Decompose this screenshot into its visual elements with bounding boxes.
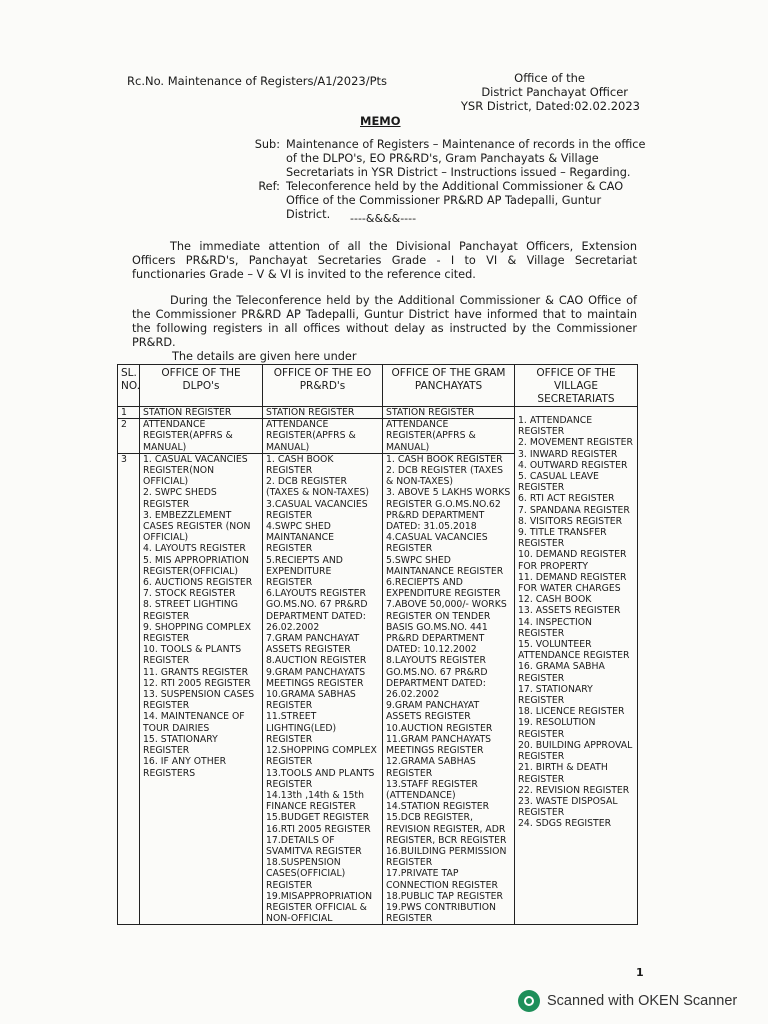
list-item: 10. DEMAND REGISTER FOR PROPERTY [518, 549, 627, 572]
list-item: 7. STOCK REGISTER [143, 588, 236, 600]
list-item: 17. STATIONARY REGISTER [518, 683, 593, 707]
list-item: 2. DCB REGISTER (TAXES & NON-TAXES) [386, 465, 504, 488]
list-item: 9. TITLE TRANSFER REGISTER [518, 527, 607, 550]
list-item: 15.BUDGET REGISTER [266, 812, 370, 824]
list-item: 2. SWPC SHEDS REGISTER [143, 487, 217, 510]
list-item: 18.SUSPENSION CASES(OFFICIAL) REGISTER [266, 857, 346, 891]
list-item: 14.13th ,14th & 15th FINANCE REGISTER [266, 789, 364, 813]
office-address [430, 71, 640, 113]
list-item: 9.GRAM PANCHAYAT ASSETS REGISTER [386, 700, 480, 723]
list-item: 9. SHOPPING COMPLEX REGISTER [143, 621, 251, 645]
list-item: 23. WASTE DISPOSAL REGISTER [518, 795, 618, 819]
list-item: 22. REVISION REGISTER [518, 784, 630, 796]
list-item: 18. LICENCE REGISTER [518, 706, 625, 718]
list-item: 9.GRAM PANCHAYATS MEETINGS REGISTER [266, 666, 366, 689]
list-item: 4.CASUAL VACANCIES REGISTER [386, 532, 488, 555]
list-item: 7.ABOVE 50,000/- WORKS REGISTER ON TENDER BASIS GO.MS.NO. 441 PR&RD DEPARTMENT DATED: 10.12.2002 [386, 599, 507, 656]
list-item: 16. IF ANY OTHER REGISTERS [143, 756, 227, 779]
list-item: 6. AUCTIONS REGISTER [143, 577, 253, 589]
list-item: 14.STATION REGISTER [386, 801, 490, 813]
list-item: 15.DCB REGISTER, REVISION REGISTER, ADR REGISTER, BCR REGISTER [386, 812, 507, 846]
list-item: 21. BIRTH & DEATH REGISTER [518, 762, 608, 785]
list-item: 16. GRAMA SABHA REGISTER [518, 661, 605, 684]
eo-register-list [263, 453, 383, 925]
list-item: 18.PUBLIC TAP REGISTER [386, 890, 504, 902]
table-row [118, 407, 638, 419]
list-item: 1. CASUAL VACANCIES REGISTER(NON OFFICIAL) [143, 453, 248, 488]
list-item: 6. RTI ACT REGISTER [518, 493, 615, 505]
office-line-2: District Panchayat Officer [481, 85, 628, 99]
row1-eo: STATION REGISTER [263, 407, 383, 419]
list-item: 10.AUCTION REGISTER [386, 722, 493, 734]
list-item: 8.LAYOUTS REGISTER GO.MS.NO. 67 PR&RD DEPARTMENT DATED: 26.02.2002 [386, 655, 488, 701]
list-item: 12.GRAMA SABHAS REGISTER [386, 756, 476, 779]
list-item: 4. OUTWARD REGISTER [518, 459, 628, 471]
list-item: 6.LAYOUTS REGISTER GO.MS.NO. 67 PR&RD DEPARTMENT DATED: 26.02.2002 [266, 588, 368, 633]
list-item: 10. TOOLS & PLANTS REGISTER [143, 644, 242, 667]
list-item: 8. STREET LIGHTING REGISTER [143, 599, 238, 622]
subject-label: Sub: [254, 138, 280, 151]
list-item: 2. MOVEMENT REGISTER [518, 437, 633, 449]
list-item: 1. ATTENDANCE REGISTER [518, 415, 593, 438]
table-header-row [118, 365, 638, 407]
row1-sl: 1 [118, 407, 140, 419]
list-item: 12. CASH BOOK [518, 594, 592, 606]
header-gram-panchayats: OFFICE OF THE GRAM PANCHAYATS [383, 365, 515, 407]
list-item: 3.CASUAL VACANCIES REGISTER [266, 498, 368, 521]
list-item: 11.GRAM PANCHAYATS MEETINGS REGISTER [386, 733, 492, 757]
subject-reference-block [238, 138, 648, 222]
row1-dlpo: STATION REGISTER [140, 407, 263, 419]
oken-scanner-logo-icon [518, 990, 540, 1012]
list-item: 4. LAYOUTS REGISTER [143, 543, 246, 555]
list-item: 12.SHOPPING COMPLEX REGISTER [266, 745, 377, 768]
list-item: 17.PRIVATE TAP CONNECTION REGISTER [386, 868, 498, 891]
header-village-secretariats: OFFICE OF THE VILLAGE SECRETARIATS [515, 365, 638, 407]
paragraph-attention: The immediate attention of all the Divisional Panchayat Officers, Extension Officers PR&RD's, Panchayat Secretaries Grade - I to VI & Village Secretariat functionaries Grade – V & VI is invited to the reference cited. [132, 240, 637, 281]
list-item: 6.RECIEPTS AND EXPENDITURE REGISTER [386, 577, 501, 600]
row2-gp: ATTENDANCE REGISTER(APFRS & MANUAL) [383, 419, 515, 454]
list-item: 5. MIS APPROPRIATION REGISTER(OFFICIAL) [143, 554, 249, 577]
list-item: 11. DEMAND REGISTER FOR WATER CHARGES [518, 571, 627, 595]
separator: ----&&&&---- [350, 212, 417, 225]
header-dlpo: OFFICE OF THE DLPO's [140, 365, 263, 407]
details-intro: The details are given here under [172, 350, 357, 363]
memo-title: MEMO [360, 114, 401, 128]
list-item: 11. GRANTS REGISTER [143, 666, 249, 678]
list-item: 3. ABOVE 5 LAKHS WORKS REGISTER G.O.MS.NO.62 PR&RD DEPARTMENT DATED: 31.05.2018 [386, 487, 511, 533]
reference-number: Rc.No. Maintenance of Registers/A1/2023/Pts [127, 74, 388, 88]
row2-sl: 2 [118, 419, 140, 454]
list-item: 24. SDGS REGISTER [518, 818, 612, 830]
list-item: 4.SWPC SHED MAINTANANCE REGISTER [266, 521, 335, 555]
list-item: 20. BUILDING APPROVAL REGISTER [518, 739, 633, 763]
list-item: 8. VISITORS REGISTER [518, 515, 623, 527]
row1-gp: STATION REGISTER [383, 407, 515, 419]
list-item: 13.STAFF REGISTER (ATTENDANCE) [386, 778, 478, 801]
row2-eo: ATTENDANCE REGISTER(APFRS & MANUAL) [263, 419, 383, 454]
office-line-3: YSR District, Dated:02.02.2023 [460, 99, 640, 113]
list-item: 19.PWS CONTRIBUTION REGISTER [386, 901, 496, 925]
list-item: 7.GRAM PANCHAYAT ASSETS REGISTER [266, 633, 360, 656]
page-number: 1 [636, 966, 644, 979]
subject-row [238, 138, 648, 180]
list-item: 15. STATIONARY REGISTER [143, 733, 218, 757]
list-item: 3. INWARD REGISTER [518, 448, 618, 460]
list-item: 8.AUCTION REGISTER [266, 655, 367, 667]
list-item: 12. RTI 2005 REGISTER [143, 677, 251, 689]
list-item: 13. ASSETS REGISTER [518, 605, 621, 617]
reference-label: Ref: [258, 180, 280, 193]
row2-dlpo: ATTENDANCE REGISTER(APFRS & MANUAL) [140, 419, 263, 454]
village-secretariat-list [515, 407, 638, 925]
list-item: 5.SWPC SHED MAINTANANCE REGISTER [386, 554, 504, 577]
scanner-watermark-text: Scanned with OKEN Scanner [547, 993, 738, 1009]
list-item: 2. DCB REGISTER (TAXES & NON-TAXES) [266, 476, 370, 499]
scanner-watermark [518, 990, 737, 1012]
registers-table [117, 364, 638, 925]
list-item: 7. SPANDANA REGISTER [518, 504, 630, 516]
paragraph-teleconference: During the Teleconference held by the Additional Commissioner & CAO Office of the Commissioner PR&RD AP Tadepalli, Guntur District have informed that to maintain the following registers in all offices without delay as instructed by the Commissioner PR&RD. [132, 294, 637, 349]
list-item: 14. INSPECTION REGISTER [518, 616, 593, 639]
list-item: 19.MISAPPROPRIATION REGISTER OFFICIAL & NON-OFFICIAL [266, 890, 373, 925]
row3-sl: 3 [118, 453, 140, 925]
subject-text: Maintenance of Registers – Maintenance of records in the office of the DLPO's, EO PR&RD's, Gram Panchayats & Village Secretariats in YSR District – Instructions issued – Regarding. [286, 138, 646, 179]
list-item: 16.BUILDING PERMISSION REGISTER [386, 845, 507, 869]
list-item: 14. MAINTENANCE OF TOUR DAIRIES [143, 711, 245, 734]
list-item: 17.DETAILS OF SVAMITVA REGISTER [266, 834, 362, 857]
list-item: 3. EMBEZZLEMENT CASES REGISTER (NON OFFICIAL) [143, 509, 251, 544]
list-item: 5.RECIEPTS AND EXPENDITURE REGISTER [266, 554, 343, 589]
list-item: 1. CASH BOOK REGISTER [386, 453, 503, 465]
list-item: 5. CASUAL LEAVE REGISTER [518, 471, 599, 494]
reference-text: Teleconference held by the Additional Commissioner & CAO Office of the Commissioner PR&RD AP Tadepalli, Guntur District. [286, 180, 624, 221]
list-item: 1. CASH BOOK REGISTER [266, 453, 334, 477]
reference-row [238, 180, 648, 222]
list-item: 11.STREET LIGHTING(LED) REGISTER [266, 711, 337, 745]
header-sl-no: SL. NO. [118, 365, 140, 407]
list-item: 10.GRAMA SABHAS REGISTER [266, 689, 356, 712]
list-item: 15. VOLUNTEER ATTENDANCE REGISTER [518, 639, 630, 662]
list-item: 13.TOOLS AND PLANTS REGISTER [266, 767, 375, 790]
list-item: 13. SUSPENSION CASES REGISTER [143, 689, 255, 712]
list-item: 16.RTI 2005 REGISTER [266, 823, 371, 835]
list-item: 19. RESOLUTION REGISTER [518, 717, 596, 740]
gram-panchayat-register-list [383, 453, 515, 925]
dlpo-register-list [140, 453, 263, 925]
office-line-1: Office of the [514, 71, 585, 85]
header-eo: OFFICE OF THE EO PR&RD's [263, 365, 383, 407]
